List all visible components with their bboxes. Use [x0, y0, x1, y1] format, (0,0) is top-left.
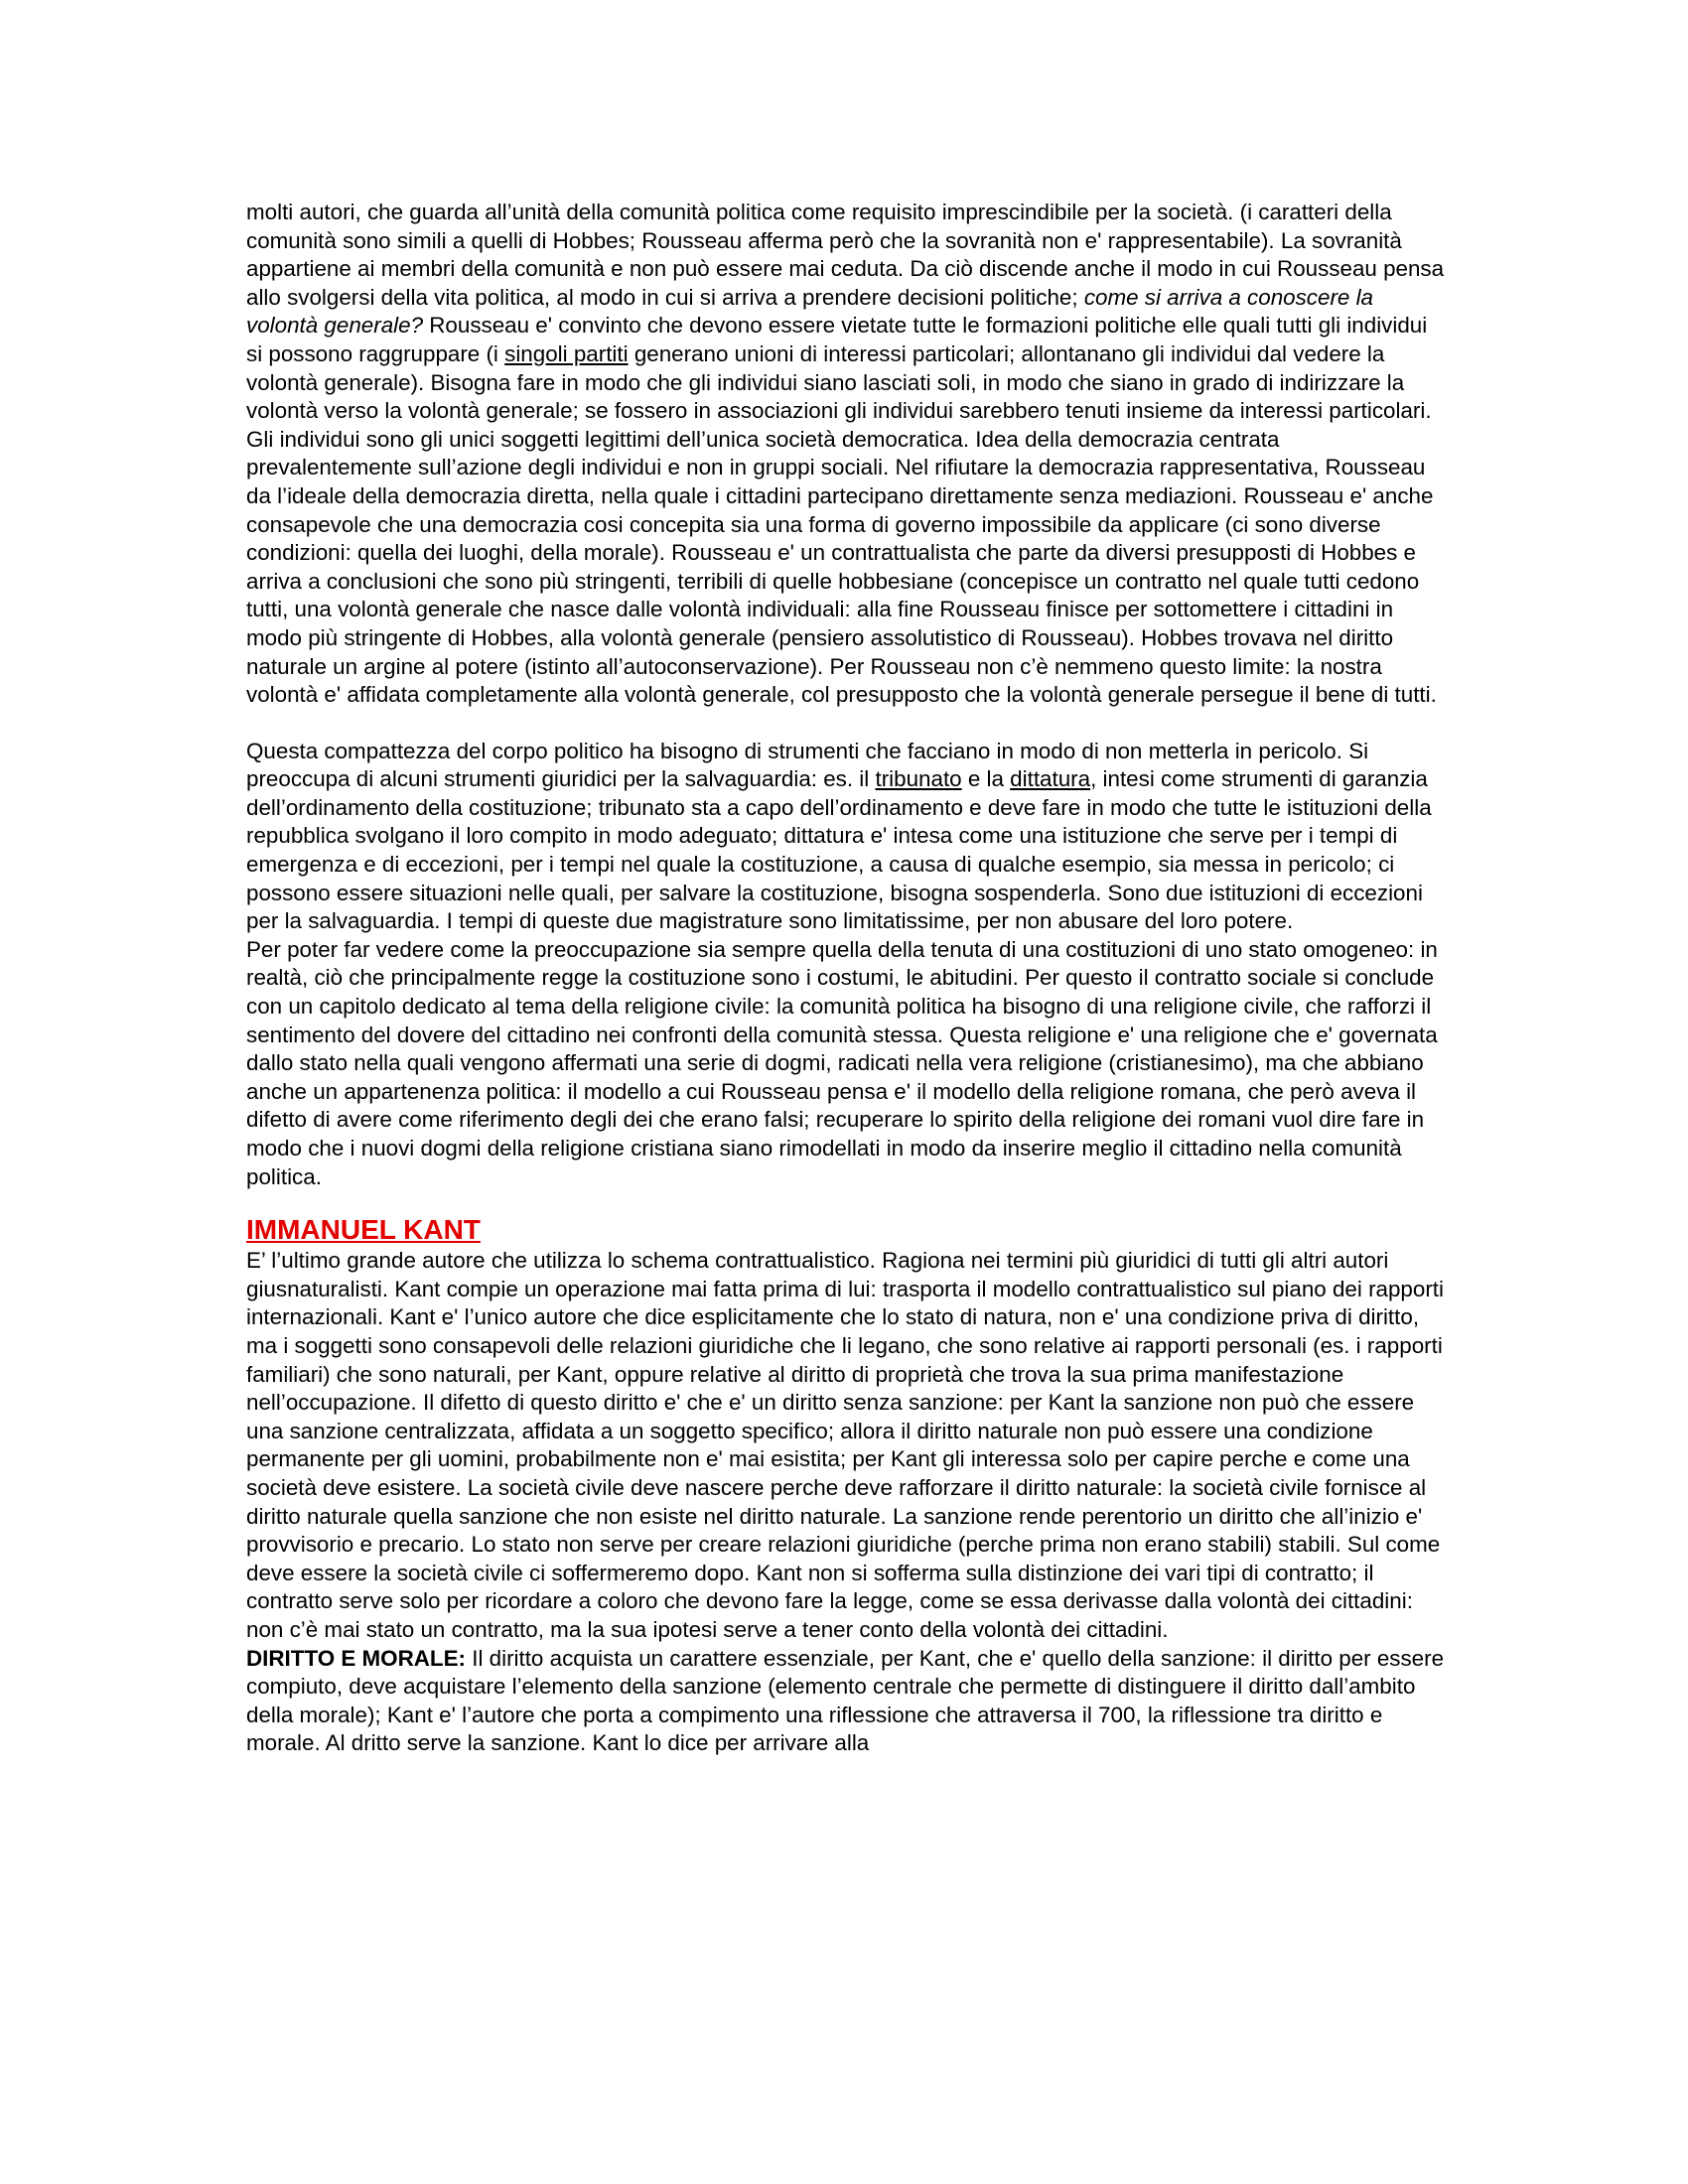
paragraph-kant: E’ l’ultimo grande autore che utilizza lo schema contrattualistico. Ragiona nei termini più giuridici di tutti gli altri autori giusnaturalisti. Kant compie un operazione mai fatta prima di lui: trasporta il modello contrattualistico sul piano dei rapporti internazionali. Kant e' l’unico autore che dice esplicitamente che lo stato di natura, non e' una condizione priva di diritto, ma i soggetti sono consapevoli delle relazioni giuridiche che li legano, che sono relative ai rapporti personali (es. i rapporti familiari) che sono naturali, per Kant, oppure relative al diritto di proprietà che trova la sua prima manifestazione nell’occupazione. Il difetto di questo diritto e' che e' un diritto senza sanzione: per Kant la sanzione non può che essere una sanzione centralizzata, affidata a un soggetto specifico; allora il diritto naturale non può essere una condizione permanente per gli uomini, probabilmente non e' mai esistita; per Kant gli interessa solo per capire perche e come una società deve esistere. La società civile deve nascere perche deve rafforzare il diritto naturale: la società civile fornisce al diritto naturale quella sanzione che non esiste nel diritto naturale. La sanzione rende perentorio un diritto che all’inizio e' provvisorio e precario. Lo stato non serve per creare relazioni giuridiche (perche prima non erano stabili) stabili. Sul come deve essere la società civile ci soffermeremo dopo. Kant non si sofferma sulla distinzione dei vari tipi di contratto; il contratto serve solo per ricordare a coloro che devono fare la legge, come se essa derivasse dalla volontà dei cittadini: non c’è mai stato un contratto, ma la sua ipotesi serve a tener conto della volontà dei cittadini. — [246, 1248, 1444, 1642]
underlined-term: singoli partiti — [504, 341, 629, 366]
paragraph-text: e la — [961, 766, 1011, 792]
paragraph-gap — [246, 710, 1448, 738]
paragraph-rousseau-sovereignty — [246, 199, 1448, 710]
paragraph-civil-religion: Per poter far vedere come la preoccupazione sia sempre quella della tenuta di una costituzioni di uno stato omogeneo: in realtà, ciò che principalmente regge la costituzione sono i costumi, le abitudini. Per questo il contratto sociale si conclude con un capitolo dedicato al tema della religione civile: la comunità politica ha bisogno di una religione civile, che rafforzi il sentimento del dovere del cittadino nei confronti della comunità stessa. Questa religione e' una religione che e' governata dallo stato nella quali vengono affermati una serie di dogmi, radicati nella vera religione (cristianesimo), ma che abbiano anche un appartenenza politica: il modello a cui Rousseau pensa e' il modello della religione romana, che però aveva il difetto di avere come riferimento degli dei che erano falsi; recuperare lo spirito della religione dei romani vuol dire fare in modo che i nuovi dogmi della religione cristiana siano rimodellati in modo da inserire meglio il cittadino nella comunità politica. — [246, 936, 1438, 1189]
paragraph-text: Rousseau e' convinto che devono essere vietate tutte le formazioni politiche elle quali tutti gli individui si possono raggruppare (i — [246, 313, 1428, 366]
paragraph-text: molti autori, che guarda all’unità della comunità politica come requisito imprescindibile per la società. (i caratteri della comunità sono simili a quelli di Hobbes; Rousseau afferma però che la sovranità non e' rappresentabile). La sovranità appartiene ai membri della comunità e non può essere mai ceduta. Da ciò discende anche il modo in cui Rousseau pensa allo svolgersi della vita politica, al modo in cui si arriva a prendere decisioni politiche; — [246, 200, 1445, 310]
paragraph-text: generano unioni di interessi particolari; allontanano gli individui dal vedere la volontà generale). Bisogna fare in modo che gli individui siano lasciati soli, in modo che siano in grado di indirizzare la volontà verso la volontà generale; se fossero in associazioni gli individui sarebbero tenuti insieme da interessi particolari. Gli individui sono gli unici soggetti legittimi dell’unica società democratica. Idea della democrazia centrata prevalentemente sull’azione degli individui e non in gruppi sociali. Nel rifiutare la democrazia rappresentativa, Rousseau da l’ideale della democrazia diretta, nella quale i cittadini partecipano direttamente senza mediazioni. Rousseau e' anche consapevole che una democrazia cosi concepita sia una forma di governo impossibile da applicare (ci sono diverse condizioni: quella dei luoghi, della morale). Rousseau e' un contrattualista che parte da diversi presupposti di Hobbes e arriva a conclusioni che sono più stringenti, terribili di quelle hobbesiane (concepisce un contratto nel quale tutti cedono tutti, una volontà generale che nasce dalle volontà individuali: alla fine Rousseau finisce per sottomettere i cittadini in modo più stringente di Hobbes, alla volontà generale (pensiero assolutistico di Rousseau). Hobbes trovava nel diritto naturale un argine al potere (istinto all’autoconservazione). Per Rousseau non c’è nemmeno questo limite: la nostra volontà e' affidata completamente alla volontà generale, col presupposto che la volontà generale persegue il bene di tutti. — [246, 341, 1437, 708]
underlined-term: tribunato — [875, 766, 962, 792]
paragraph-text: Questa compattezza del corpo politico ha bisogno di strumenti che facciano in modo di non metterla in pericolo. Si preoccupa di alcuni strumenti giuridici per la salvaguardia: es. il — [246, 738, 1369, 792]
paragraph-institutions — [246, 738, 1448, 936]
paragraph-text: Il diritto acquista un carattere essenziale, per Kant, che e' quello della sanzione: il diritto per essere compiuto, deve acquistare l’elemento della sanzione (elemento centrale che permette di distinguere il diritto dall’ambito della morale); Kant e' l’autore che porta a compimento una riflessione che attraversa il 700, la riflessione tra diritto e morale. Al dritto serve la sanzione. Kant lo dice per arrivare alla — [246, 1645, 1445, 1756]
italic-question: come si arriva a conoscere la volontà generale? — [246, 284, 1374, 339]
document-page — [246, 199, 1448, 1758]
paragraph-text: , intesi come strumenti di garanzia dell’ordinamento della costituzione; tribunato sta a capo dell’ordinamento e deve fare in modo che tutte le istituzioni della repubblica svolgano il loro compito in modo adeguato; dittatura e' intesa come una istituzione che serve per i tempi di emergenza e di eccezioni, per i tempi nel quale la costituzione, a causa di qualche esempio, sia messa in pericolo; ci possono essere situazioni nelle quali, per salvare la costituzione, bisogna sospenderla. Sono due istituzioni di eccezioni per la salvaguardia. I tempi di queste due magistrature sono limitatissime, per non abusare del loro potere. — [246, 766, 1432, 934]
underlined-term: dittatura — [1010, 766, 1091, 792]
bold-label: DIRITTO E MORALE: — [246, 1645, 466, 1671]
section-heading: IMMANUEL KANT — [246, 1214, 481, 1246]
paragraph-law-and-morals — [246, 1645, 1448, 1758]
